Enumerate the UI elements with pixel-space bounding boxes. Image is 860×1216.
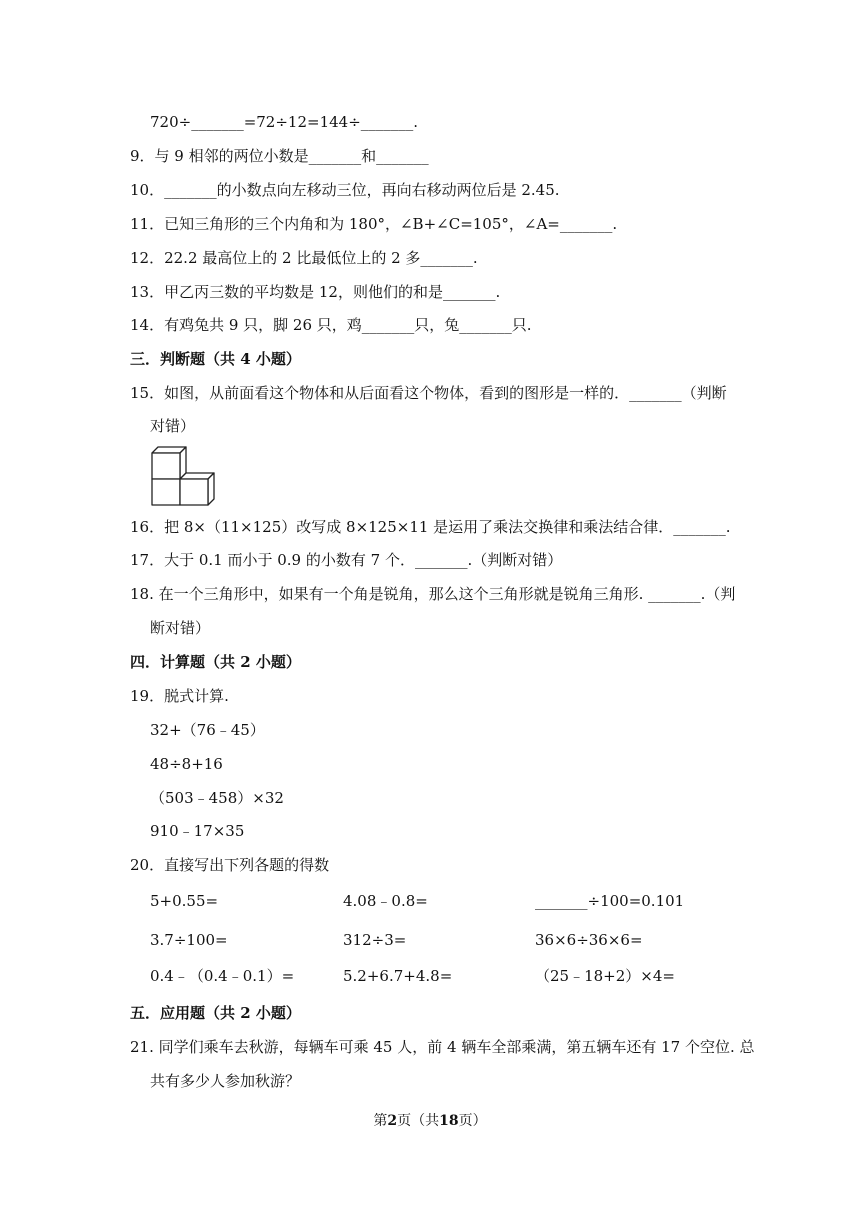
question-18-line1: 18. 在一个三角形中，如果有一个角是锐角，那么这个三角形就是锐角三角形. _______.（判 [130,585,736,603]
question-13: 13．甲乙丙三数的平均数是 12，则他们的和是_______. [130,283,501,301]
question-11: 11．已知三角形的三个内角和为 180°，∠B+∠C=105°，∠A=_______. [130,215,618,233]
grid-cell: _______÷100=0.101 [535,892,685,910]
grid-cell: （25﹣18+2）×4= [535,967,675,985]
section-3-title: 三．判断题（共 4 小题） [130,350,301,368]
grid-cell: 4.08﹣0.8= [343,892,428,910]
question-19: 19．脱式计算. [130,687,229,705]
grid-cell: 5.2+6.7+4.8= [343,967,453,985]
footer-suffix: 页） [458,1113,487,1129]
page-footer [0,1110,860,1130]
expression-1: 32+（76﹣45） [150,721,265,739]
section-4-title: 四．计算题（共 2 小题） [130,653,301,671]
question-15-line2: 对错） [150,417,196,435]
footer-middle: 页（共 [397,1113,440,1129]
question-21-line2: 共有多少人参加秋游？ [150,1072,301,1090]
question-20: 20．直接写出下列各题的得数 [130,856,330,874]
question-12: 12．22.2 最高位上的 2 比最低位上的 2 多_______. [130,249,478,267]
grid-cell: 36×6÷36×6= [535,931,643,949]
question-15-line1: 15．如图，从前面看这个物体和从后面看这个物体，看到的图形是一样的．_______（判断 [130,384,727,402]
expression-2: 48÷8+16 [150,755,223,773]
question-10: 10．_______的小数点向左移动三位，再向右移动两位后是 2.45. [130,181,560,199]
question-14: 14．有鸡兔共 9 只，脚 26 只，鸡_______只，兔_______只. [130,316,532,334]
expression-3: （503﹣458）×32 [150,789,284,807]
expression-4: 910﹣17×35 [150,822,245,840]
footer-prefix: 第 [373,1113,388,1129]
footer-page-number: 2 [387,1113,398,1129]
question-16: 16．把 8×（11×125）改写成 8×125×11 是运用了乘法交换律和乘法结合律．_______. [130,518,731,536]
grid-cell: 312÷3= [343,931,407,949]
grid-cell: 3.7÷100= [150,931,228,949]
grid-cell: 0.4﹣（0.4﹣0.1）= [150,967,295,985]
question-17: 17．大于 0.1 而小于 0.9 的小数有 7 个．_______.（判断对错） [130,551,563,569]
question-21-line1: 21. 同学们乘车去秋游，每辆车可乘 45 人，前 4 辆车全部乘满，第五辆车还有 17 个空位. 总 [130,1038,755,1056]
section-5-title: 五．应用题（共 2 小题） [130,1004,301,1022]
cube-figure [150,445,220,511]
q8-continued: 720÷_______=72÷12=144÷_______. [150,113,419,131]
footer-total-pages: 18 [439,1113,459,1129]
question-9: 9．与 9 相邻的两位小数是_______和_______ [130,147,429,165]
grid-cell: 5+0.55= [150,892,219,910]
question-18-line2: 断对错） [150,619,211,637]
